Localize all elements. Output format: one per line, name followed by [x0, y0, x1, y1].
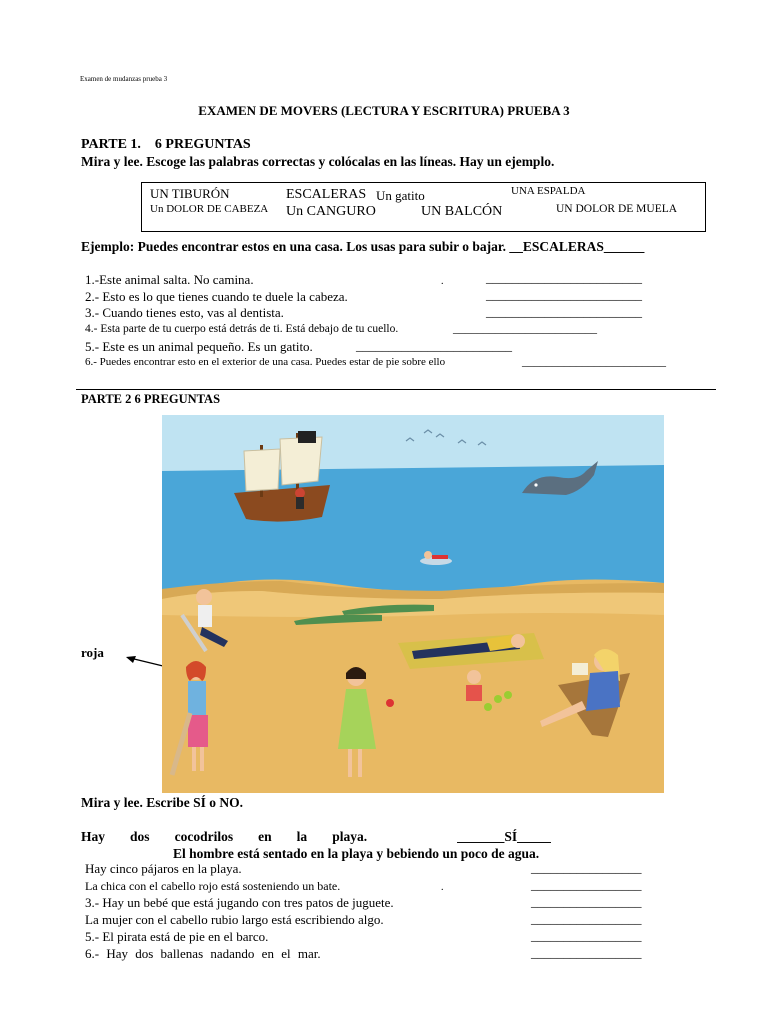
- part2-answer-line-6[interactable]: _________________: [531, 945, 642, 960]
- example-answer: _______SÍ_____: [457, 829, 551, 844]
- part1-instructions: Mira y lee. Escoge las palabras correctas y colócalas en las líneas. Hay un ejemplo.: [81, 154, 555, 169]
- answer-line-5[interactable]: ________________________: [356, 338, 512, 353]
- part1-question-1: 1.-Este animal salta. No camina.: [85, 272, 254, 287]
- part2-answer-line-2[interactable]: _________________: [531, 877, 642, 892]
- word-option: Un gatito: [376, 188, 425, 203]
- part1-question-4: 4.- Esta parte de tu cuerpo está detrás de ti. Está debajo de tu cuello.: [85, 323, 399, 335]
- word-option: UNA ESPALDA: [511, 185, 586, 197]
- word-option: ESCALERAS: [286, 187, 367, 202]
- beach-scene-illustration: [162, 415, 664, 793]
- part1-question-2: 2.- Esto es lo que tienes cuando te duele la cabeza.: [85, 289, 348, 304]
- answer-line-1[interactable]: ________________________: [486, 270, 642, 285]
- word-option: Un DOLOR DE CABEZA: [150, 203, 269, 215]
- header-note: Examen de mudanzas prueba 3: [80, 75, 168, 83]
- word-option: UN TIBURÓN: [150, 186, 230, 201]
- page-title: EXAMEN DE MOVERS (LECTURA Y ESCRITURA) PRUEBA 3: [198, 103, 570, 118]
- word-box: [141, 182, 706, 232]
- part1-question-5: 5.- Este es un animal pequeño. Es un gatito.: [85, 339, 313, 354]
- example-word: cocodrilos: [174, 829, 234, 844]
- part1-question-6: 6.- Puedes encontrar esto en el exterior de una casa. Puedes estar de pie sobre ello: [85, 356, 446, 368]
- answer-line-3[interactable]: ________________________: [486, 304, 642, 319]
- part2-question-1: Hay cinco pájaros en la playa.: [85, 861, 242, 876]
- part2-question-5: 5.- El pirata está de pie en el barco.: [85, 929, 269, 944]
- arrow-label: roja: [81, 645, 104, 660]
- part2-question-2: La chica con el cabello rojo está sosteniendo un bate.: [85, 879, 341, 893]
- word-option: UN DOLOR DE MUELA: [556, 203, 678, 215]
- stray-mark: .: [441, 276, 444, 287]
- part2-example-line2: El hombre está sentado en la playa y bebiendo un poco de agua.: [173, 846, 540, 861]
- example-word: dos: [130, 829, 150, 844]
- word-option: UN BALCÓN: [421, 204, 503, 219]
- part2-answer-line-3[interactable]: _________________: [531, 894, 642, 909]
- stray-mark: .: [441, 882, 444, 893]
- section-divider: [76, 389, 716, 390]
- part2-question-6: 6.- Hay dos ballenas nadando en el mar.: [85, 946, 321, 961]
- example-word: Hay: [81, 829, 106, 844]
- part2-answer-line-5[interactable]: _________________: [531, 928, 642, 943]
- part2-heading: PARTE 2 6 PREGUNTAS: [81, 392, 221, 406]
- example-word: en: [258, 829, 272, 844]
- example-word: la: [296, 829, 308, 844]
- answer-line-6[interactable]: ________________________: [522, 354, 666, 368]
- part2-example-line: [81, 829, 551, 845]
- answer-line-4[interactable]: ________________________: [453, 321, 597, 335]
- part1-example: Ejemplo: Puedes encontrar estos en una casa. Los usas para subir o bajar. __ESCALERAS______: [81, 239, 645, 254]
- word-option: Un CANGURO: [286, 204, 376, 219]
- part2-question-3: 3.- Hay un bebé que está jugando con tres patos de juguete.: [85, 895, 394, 910]
- part1-heading: PARTE 1. 6 PREGUNTAS: [81, 137, 251, 152]
- part1-question-3: 3.- Cuando tienes esto, vas al dentista.: [85, 305, 284, 320]
- answer-line-2[interactable]: ________________________: [486, 287, 642, 302]
- part2-answer-line-1[interactable]: _________________: [531, 860, 642, 875]
- example-word: playa.: [332, 829, 368, 844]
- part2-answer-line-4[interactable]: _________________: [531, 911, 642, 926]
- part2-question-4: La mujer con el cabello rubio largo está escribiendo algo.: [85, 912, 384, 927]
- part2-instructions: Mira y lee. Escribe SÍ o NO.: [81, 795, 243, 810]
